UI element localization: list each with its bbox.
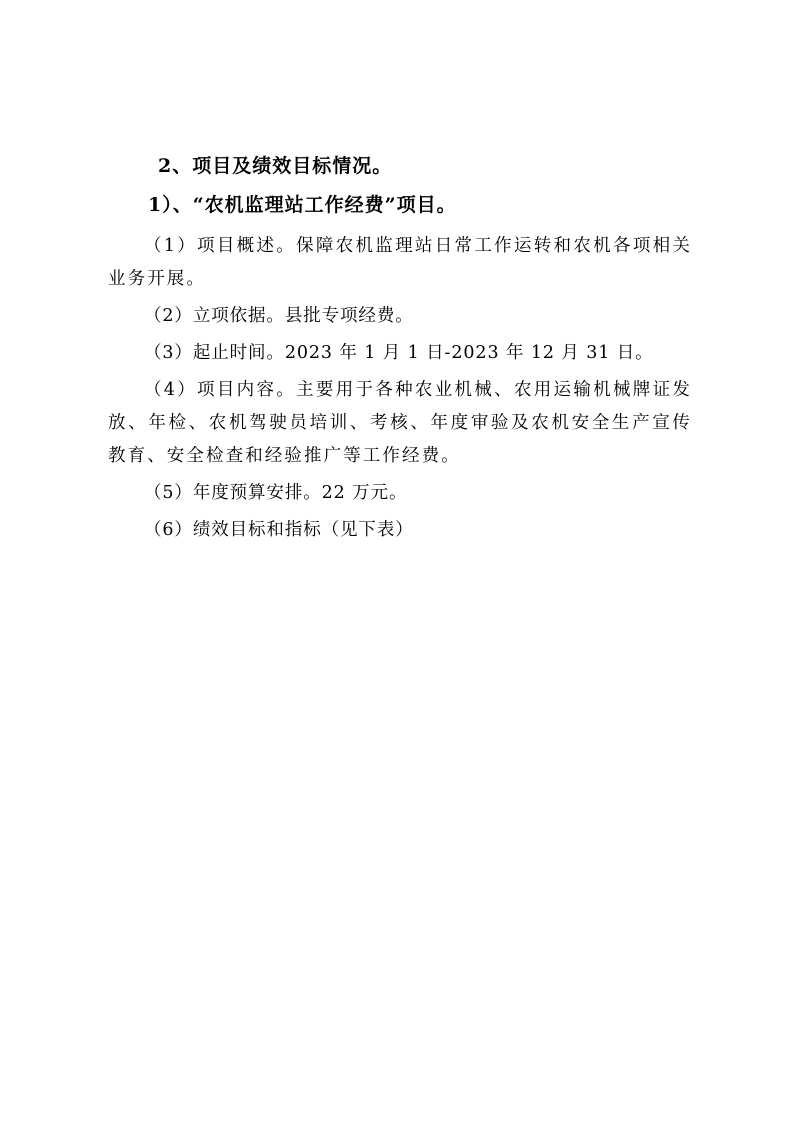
paragraph-overview: （1）项目概述。保障农机监理站日常工作运转和农机各项相关业务开展。 <box>108 236 692 289</box>
paragraph-targets: （6）绩效目标和指标（见下表） <box>144 520 414 540</box>
paragraph-basis: （2）立项依据。县批专项经费。 <box>144 306 414 326</box>
section-heading: 2、项目及绩效目标情况。 <box>158 155 393 177</box>
document-body <box>108 148 692 547</box>
paragraph-budget: （5）年度预算安排。22 万元。 <box>144 483 408 503</box>
paragraph-content: （4）项目内容。主要用于各种农业机械、农用运输机械牌证发放、年检、农机驾驶员培训、考核、年度审验及农机安全生产宣传教育、安全检查和经验推广等工作经费。 <box>108 380 692 466</box>
subsection-heading: 1）、“农机监理站工作经费”项目。 <box>148 194 457 216</box>
paragraph-timeframe: （3）起止时间。2023 年 1 月 1 日-2023 年 12 月 31 日。 <box>144 343 654 363</box>
